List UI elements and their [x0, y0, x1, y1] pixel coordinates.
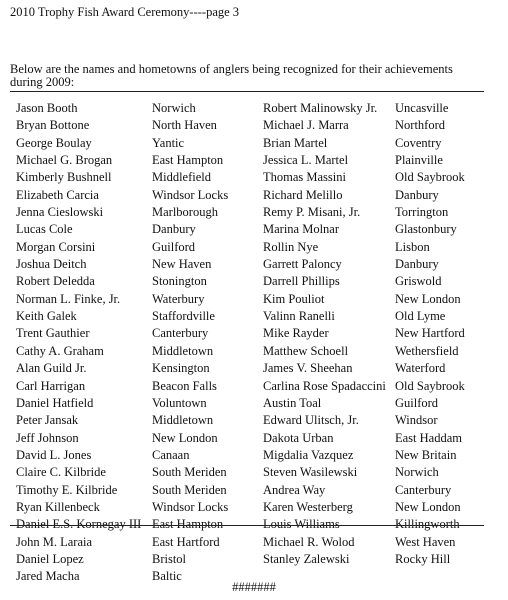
angler-name: Louis Williams — [263, 517, 340, 532]
angler-hometown: Windsor Locks — [152, 187, 229, 202]
angler-name: Marina Molnar — [263, 222, 340, 237]
angler-name: Kim Pouliot — [263, 291, 325, 306]
angler-name: Elizabeth Carcia — [16, 187, 99, 202]
angler-name: Carlina Rose Spadaccini — [263, 378, 386, 393]
angler-name: Lucas Cole — [16, 222, 73, 237]
angler-hometown: Canaan — [152, 447, 190, 462]
angler-name: Jared Macha — [16, 569, 80, 584]
angler-hometown: Lisbon — [395, 239, 430, 254]
angler-hometown: Canterbury — [395, 482, 452, 497]
top-divider — [10, 91, 484, 92]
angler-name: Brian Martel — [263, 135, 328, 150]
angler-hometown: East Hampton — [152, 517, 224, 532]
angler-hometown: New London — [395, 499, 461, 514]
intro-paragraph: Below are the names and hometowns of anglers being recognized for their achievements during 2009: — [10, 62, 453, 89]
angler-hometown: Kensington — [152, 361, 210, 376]
angler-name: Timothy E. Kilbride — [16, 482, 118, 497]
angler-hometown: Staffordville — [152, 309, 215, 324]
angler-hometown: Plainville — [395, 153, 443, 168]
angler-name: Remy P. Misani, Jr. — [263, 205, 361, 220]
angler-hometown: New Hartford — [395, 326, 465, 341]
angler-name: Ryan Killenbeck — [16, 499, 100, 514]
angler-name: Jeff Johnson — [16, 430, 79, 445]
angler-name: David L. Jones — [16, 447, 92, 462]
angler-name: Norman L. Finke, Jr. — [16, 291, 121, 306]
anglers-names-column-1 — [16, 100, 141, 586]
angler-name: Daniel Lopez — [16, 551, 84, 566]
angler-hometown: Glastonbury — [395, 222, 457, 237]
angler-name: Rollin Nye — [263, 239, 319, 254]
angler-name: Valinn Ranelli — [263, 309, 335, 324]
angler-name: Robert Deledda — [16, 274, 95, 289]
angler-hometown: Danbury — [152, 222, 196, 237]
angler-hometown: Danbury — [395, 187, 439, 202]
angler-name: Jessica L. Martel — [263, 153, 349, 168]
angler-hometown: Coventry — [395, 135, 442, 150]
angler-name: John M. Laraia — [16, 534, 93, 549]
angler-name: Joshua Deitch — [16, 257, 87, 272]
angler-name: Jason Booth — [16, 101, 78, 115]
angler-hometown: East Haddam — [395, 430, 462, 445]
angler-name: Mike Rayder — [263, 326, 329, 341]
angler-hometown: Rocky Hill — [395, 551, 451, 566]
angler-hometown: Norwich — [152, 101, 196, 115]
angler-hometown: East Hampton — [152, 153, 224, 168]
angler-name: Thomas Massini — [263, 170, 346, 185]
anglers-towns-column-2 — [395, 100, 465, 568]
angler-name: Steven Wasilewski — [263, 465, 358, 480]
angler-hometown: Danbury — [395, 257, 439, 272]
anglers-names-column-2 — [263, 100, 386, 568]
angler-hometown: Windsor Locks — [152, 499, 229, 514]
angler-name: Carl Harrigan — [16, 378, 86, 393]
angler-hometown: Griswold — [395, 274, 442, 289]
angler-name: Migdalia Vazquez — [263, 447, 354, 462]
angler-hometown: East Hartford — [152, 534, 220, 549]
angler-name: Kimberly Bushnell — [16, 170, 112, 185]
page-header: 2010 Trophy Fish Award Ceremony----page 3 — [10, 5, 240, 19]
angler-name: Keith Galek — [16, 309, 77, 324]
angler-hometown: Beacon Falls — [152, 378, 217, 393]
angler-name: Michael R. Wolod — [263, 534, 355, 549]
angler-name: Darrell Phillips — [263, 274, 340, 289]
angler-name: Robert Malinowsky Jr. — [263, 101, 378, 115]
angler-name: Trent Gauthier — [16, 326, 90, 341]
angler-name: Jenna Cieslowski — [16, 205, 104, 220]
anglers-towns-column-1 — [152, 100, 228, 586]
angler-hometown: Waterbury — [152, 291, 205, 306]
angler-hometown: Old Saybrook — [395, 378, 465, 393]
angler-hometown: Guilford — [152, 239, 196, 254]
angler-hometown: Middletown — [152, 413, 214, 428]
angler-name: Morgan Corsini — [16, 239, 96, 254]
angler-hometown: West Haven — [395, 534, 456, 549]
angler-name: Dakota Urban — [263, 430, 334, 445]
angler-hometown: Marlborough — [152, 205, 218, 220]
angler-hometown: Uncasville — [395, 101, 449, 115]
angler-hometown: New Haven — [152, 257, 212, 272]
angler-name: Michael G. Brogan — [16, 153, 113, 168]
angler-hometown: Norwich — [395, 465, 439, 480]
angler-name: Cathy A. Graham — [16, 343, 104, 358]
angler-hometown: New Britain — [395, 447, 457, 462]
angler-hometown: Canterbury — [152, 326, 209, 341]
angler-name: Claire C. Kilbride — [16, 465, 106, 480]
angler-name: Austin Toal — [263, 395, 322, 410]
angler-name: Andrea Way — [263, 482, 326, 497]
angler-hometown: South Meriden — [152, 482, 227, 497]
angler-name: Matthew Schoell — [263, 343, 349, 358]
angler-name: James V. Sheehan — [263, 361, 353, 376]
angler-hometown: Yantic — [152, 135, 185, 150]
angler-hometown: New London — [152, 430, 218, 445]
angler-name: George Boulay — [16, 135, 92, 150]
angler-name: Alan Guild Jr. — [16, 361, 87, 376]
angler-hometown: Northford — [395, 118, 445, 133]
angler-hometown: Middletown — [152, 343, 214, 358]
angler-hometown: New London — [395, 291, 461, 306]
angler-name: Karen Westerberg — [263, 499, 353, 514]
angler-hometown: Wethersfield — [395, 343, 459, 358]
angler-name: Edward Ulitsch, Jr. — [263, 413, 359, 428]
angler-hometown: Killingworth — [395, 517, 460, 532]
angler-name: Bryan Bottone — [16, 118, 90, 133]
angler-name: Garrett Paloncy — [263, 257, 342, 272]
angler-name: Richard Melillo — [263, 187, 343, 202]
angler-hometown: Old Lyme — [395, 309, 446, 324]
angler-hometown: Bristol — [152, 551, 187, 566]
angler-hometown: Guilford — [395, 395, 439, 410]
bottom-divider — [10, 525, 484, 526]
angler-name: Daniel E.S. Kornegay III — [16, 517, 142, 532]
angler-hometown: South Meriden — [152, 465, 227, 480]
angler-hometown: Baltic — [152, 569, 182, 584]
angler-name: Peter Jansak — [16, 413, 79, 428]
angler-hometown: Old Saybrook — [395, 170, 465, 185]
angler-name: Daniel Hatfield — [16, 395, 94, 410]
angler-hometown: Middlefield — [152, 170, 212, 185]
angler-hometown: Windsor — [395, 413, 438, 428]
angler-hometown: Stonington — [152, 274, 207, 289]
angler-hometown: Torrington — [395, 205, 449, 220]
page-footer-marker: ####### — [232, 580, 276, 594]
angler-name: Michael J. Marra — [263, 118, 349, 133]
angler-hometown: Voluntown — [152, 395, 207, 410]
angler-name: Stanley Zalewski — [263, 551, 350, 566]
angler-hometown: Waterford — [395, 361, 446, 376]
angler-hometown: North Haven — [152, 118, 217, 133]
